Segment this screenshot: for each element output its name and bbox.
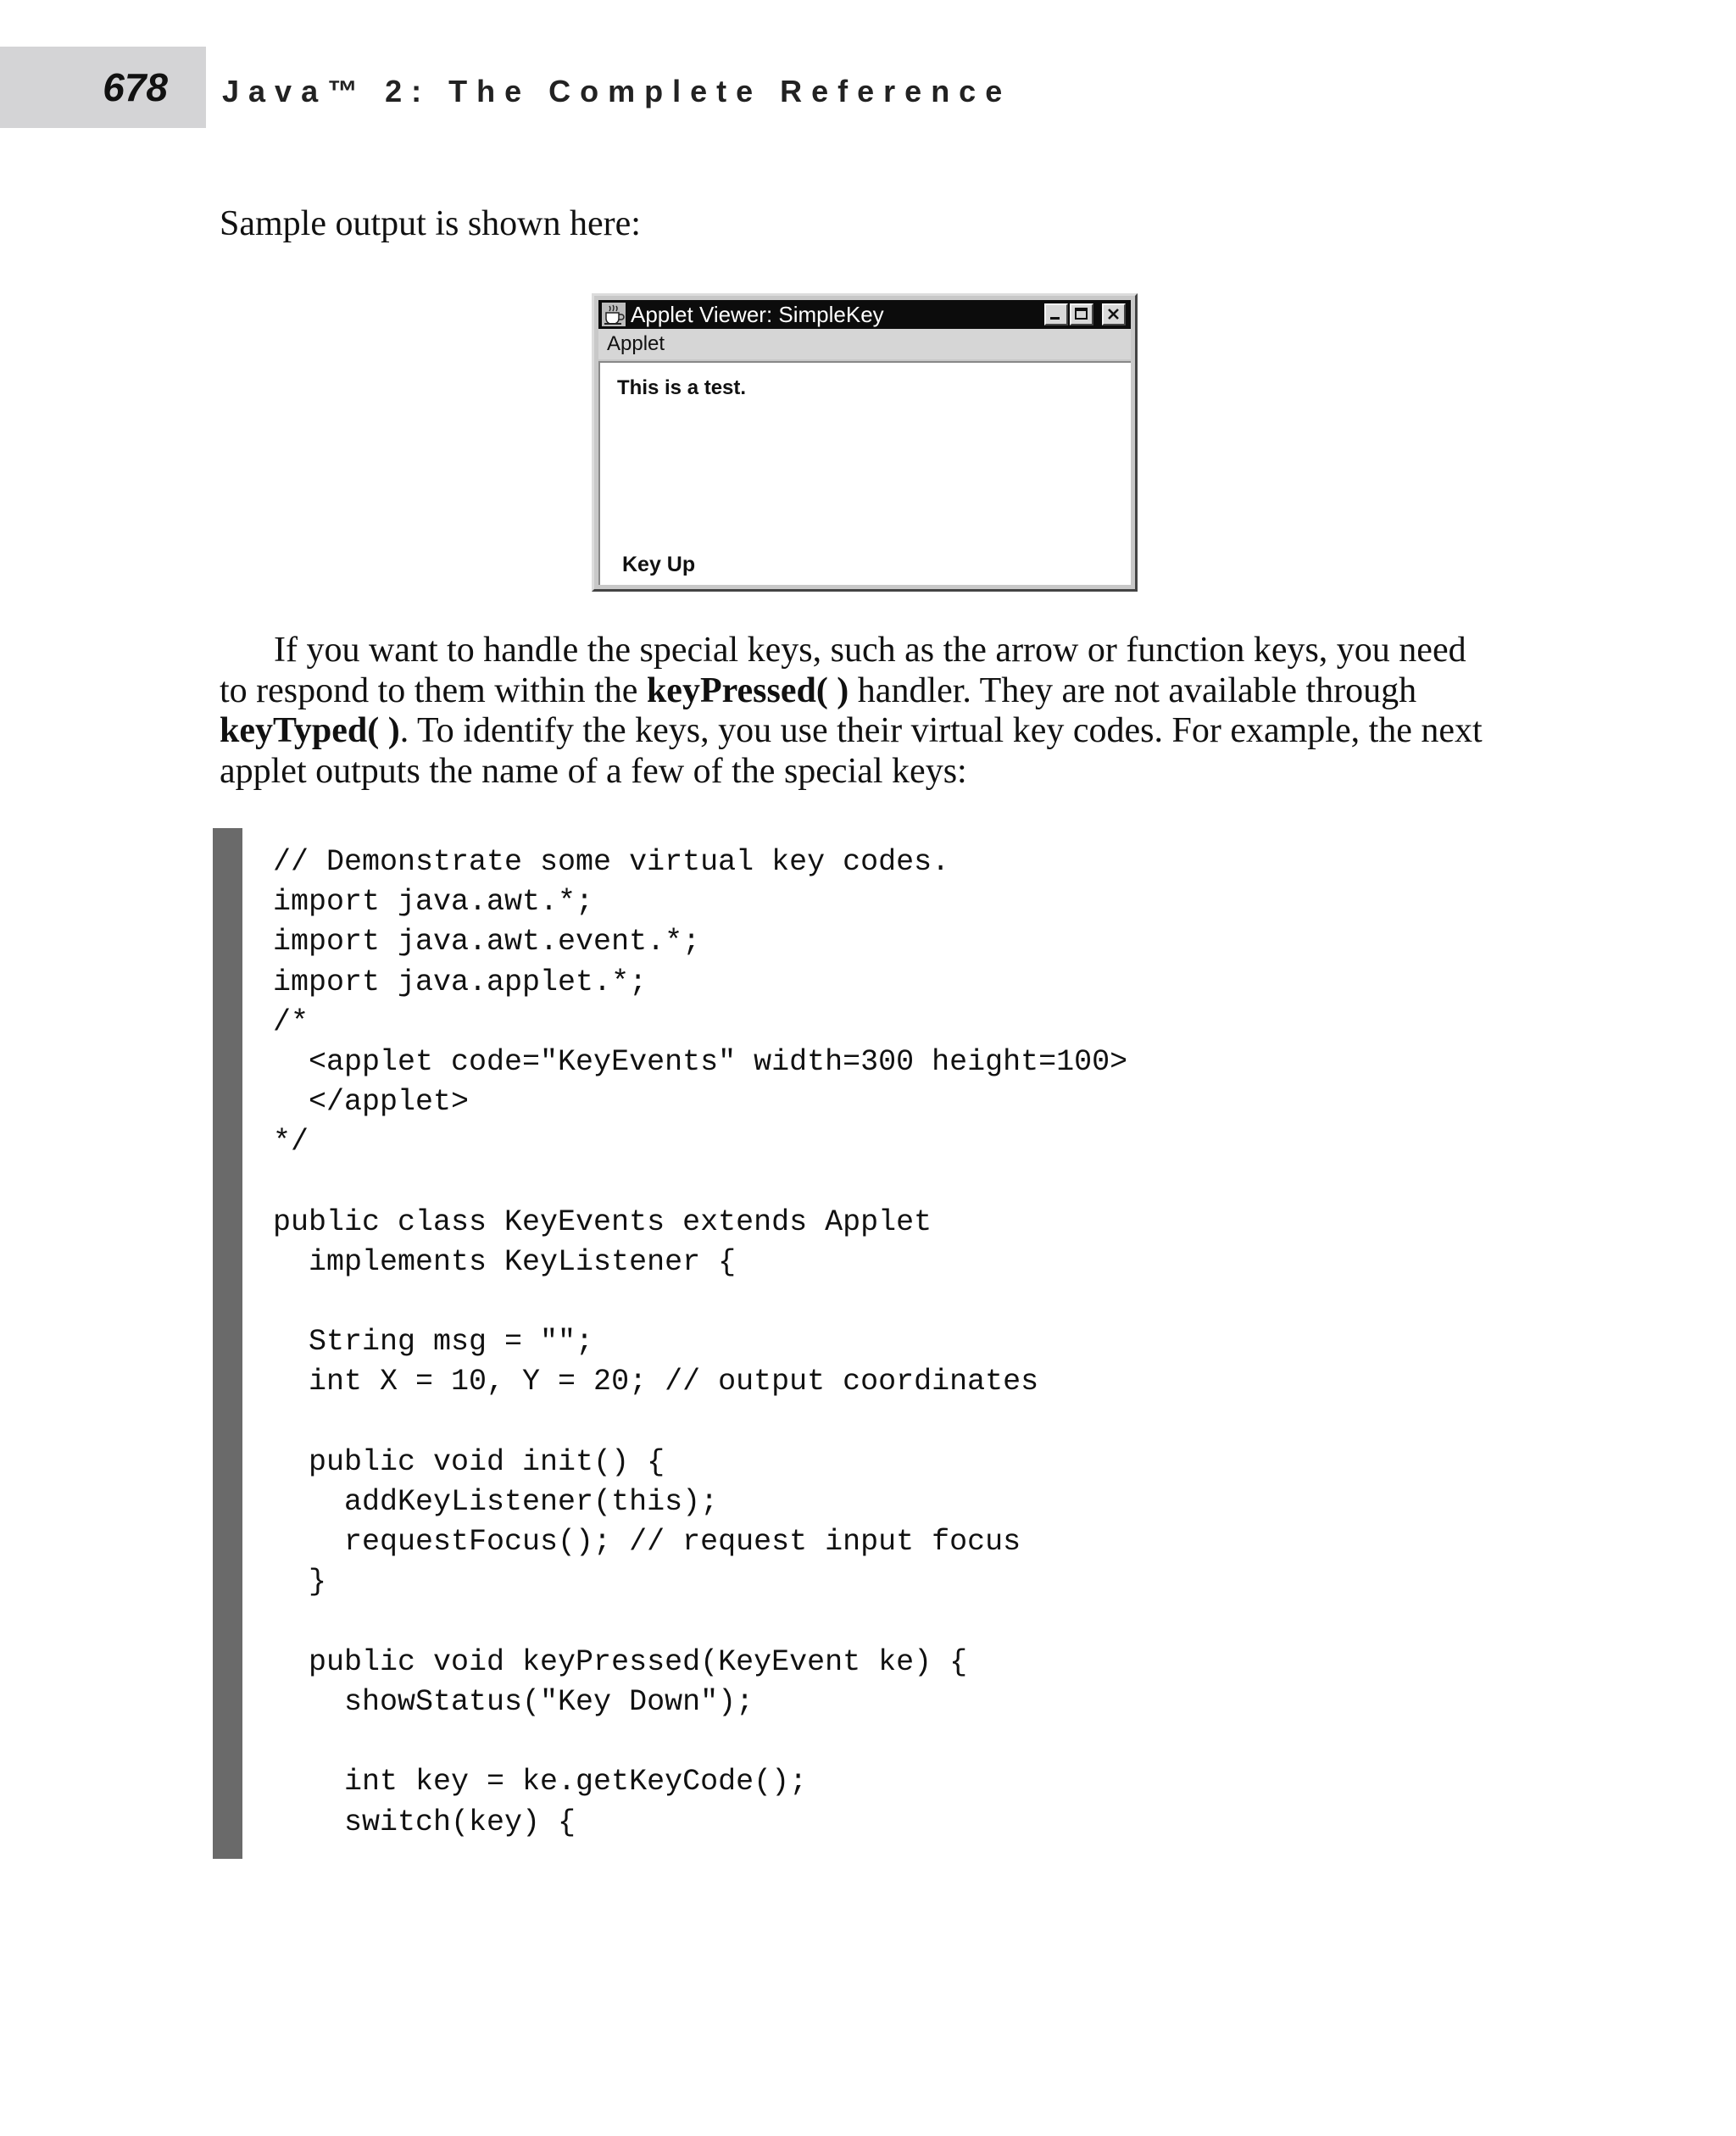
paragraph-text: . To identify the keys, you use their virtual key codes. For example, the next bbox=[399, 711, 1483, 750]
code-line: implements KeyListener { bbox=[273, 1244, 737, 1279]
body-paragraph bbox=[220, 631, 1491, 792]
code-line: import java.applet.*; bbox=[273, 965, 648, 999]
window-titlebar[interactable] bbox=[598, 300, 1131, 329]
code-line: requestFocus(); // request input focus bbox=[273, 1525, 1021, 1560]
code-line: // Demonstrate some virtual key codes. bbox=[273, 845, 950, 879]
code-line: public void init() { bbox=[273, 1444, 665, 1479]
code-line: switch(key) { bbox=[273, 1805, 576, 1839]
code-line: int X = 10, Y = 20; // output coordinates bbox=[273, 1365, 1039, 1399]
code-line: public class KeyEvents extends Applet bbox=[273, 1204, 932, 1239]
maximize-button[interactable] bbox=[1070, 303, 1093, 325]
code-line: } bbox=[273, 1565, 327, 1599]
menu-bar bbox=[598, 329, 1131, 359]
inline-code-keytyped: keyTyped( ) bbox=[220, 711, 400, 750]
close-button[interactable] bbox=[1102, 303, 1126, 325]
code-line: */ bbox=[273, 1125, 309, 1160]
java-coffee-icon bbox=[602, 303, 626, 326]
applet-client-area[interactable] bbox=[598, 361, 1131, 585]
paragraph-line: applet outputs the name of a few of the special keys: bbox=[220, 751, 967, 791]
applet-viewer-window bbox=[592, 293, 1138, 592]
paragraph-text: to respond to them within the bbox=[220, 670, 647, 710]
code-line: public void keyPressed(KeyEvent ke) { bbox=[273, 1644, 968, 1679]
code-line bbox=[273, 1603, 1127, 1643]
maximize-icon bbox=[1073, 307, 1090, 322]
intro-text: Sample output is shown here: bbox=[220, 204, 641, 243]
code-margin-bar bbox=[213, 828, 242, 1859]
close-icon bbox=[1105, 307, 1122, 322]
code-line: showStatus("Key Down"); bbox=[273, 1684, 754, 1719]
code-line: import java.awt.event.*; bbox=[273, 925, 701, 960]
minimize-icon bbox=[1048, 307, 1065, 322]
code-line bbox=[273, 1282, 1127, 1322]
window-title: Applet Viewer: SimpleKey bbox=[631, 302, 884, 327]
code-line: int key = ke.getKeyCode(); bbox=[273, 1765, 808, 1799]
paragraph-line bbox=[220, 671, 1491, 712]
code-line: <applet code="KeyEvents" width=300 height=100> bbox=[273, 1044, 1128, 1079]
paragraph-text: handler. They are not available through bbox=[849, 670, 1417, 710]
inline-code-keypressed: keyPressed( ) bbox=[646, 670, 849, 710]
paragraph-line: If you want to handle the special keys, such as the arrow or function keys, you need bbox=[274, 631, 1466, 670]
page-number-box bbox=[0, 47, 206, 128]
code-line: </applet> bbox=[273, 1085, 470, 1120]
code-line: String msg = ""; bbox=[273, 1325, 594, 1360]
code-listing bbox=[273, 843, 1127, 1843]
code-line bbox=[273, 1722, 1127, 1762]
minimize-button[interactable] bbox=[1044, 303, 1068, 325]
applet-message: This is a test. bbox=[617, 376, 747, 399]
menu-applet[interactable]: Applet bbox=[607, 332, 665, 355]
code-line bbox=[273, 1163, 1127, 1203]
running-title: Java™ 2: The Complete Reference bbox=[222, 74, 1012, 108]
code-line: import java.awt.*; bbox=[273, 885, 594, 920]
code-line bbox=[273, 1403, 1127, 1443]
page-number: 678 bbox=[103, 65, 168, 109]
code-line: /* bbox=[273, 1004, 309, 1039]
paragraph-line bbox=[220, 711, 1491, 752]
status-text: Key Up bbox=[622, 553, 696, 576]
code-line: addKeyListener(this); bbox=[273, 1485, 719, 1519]
